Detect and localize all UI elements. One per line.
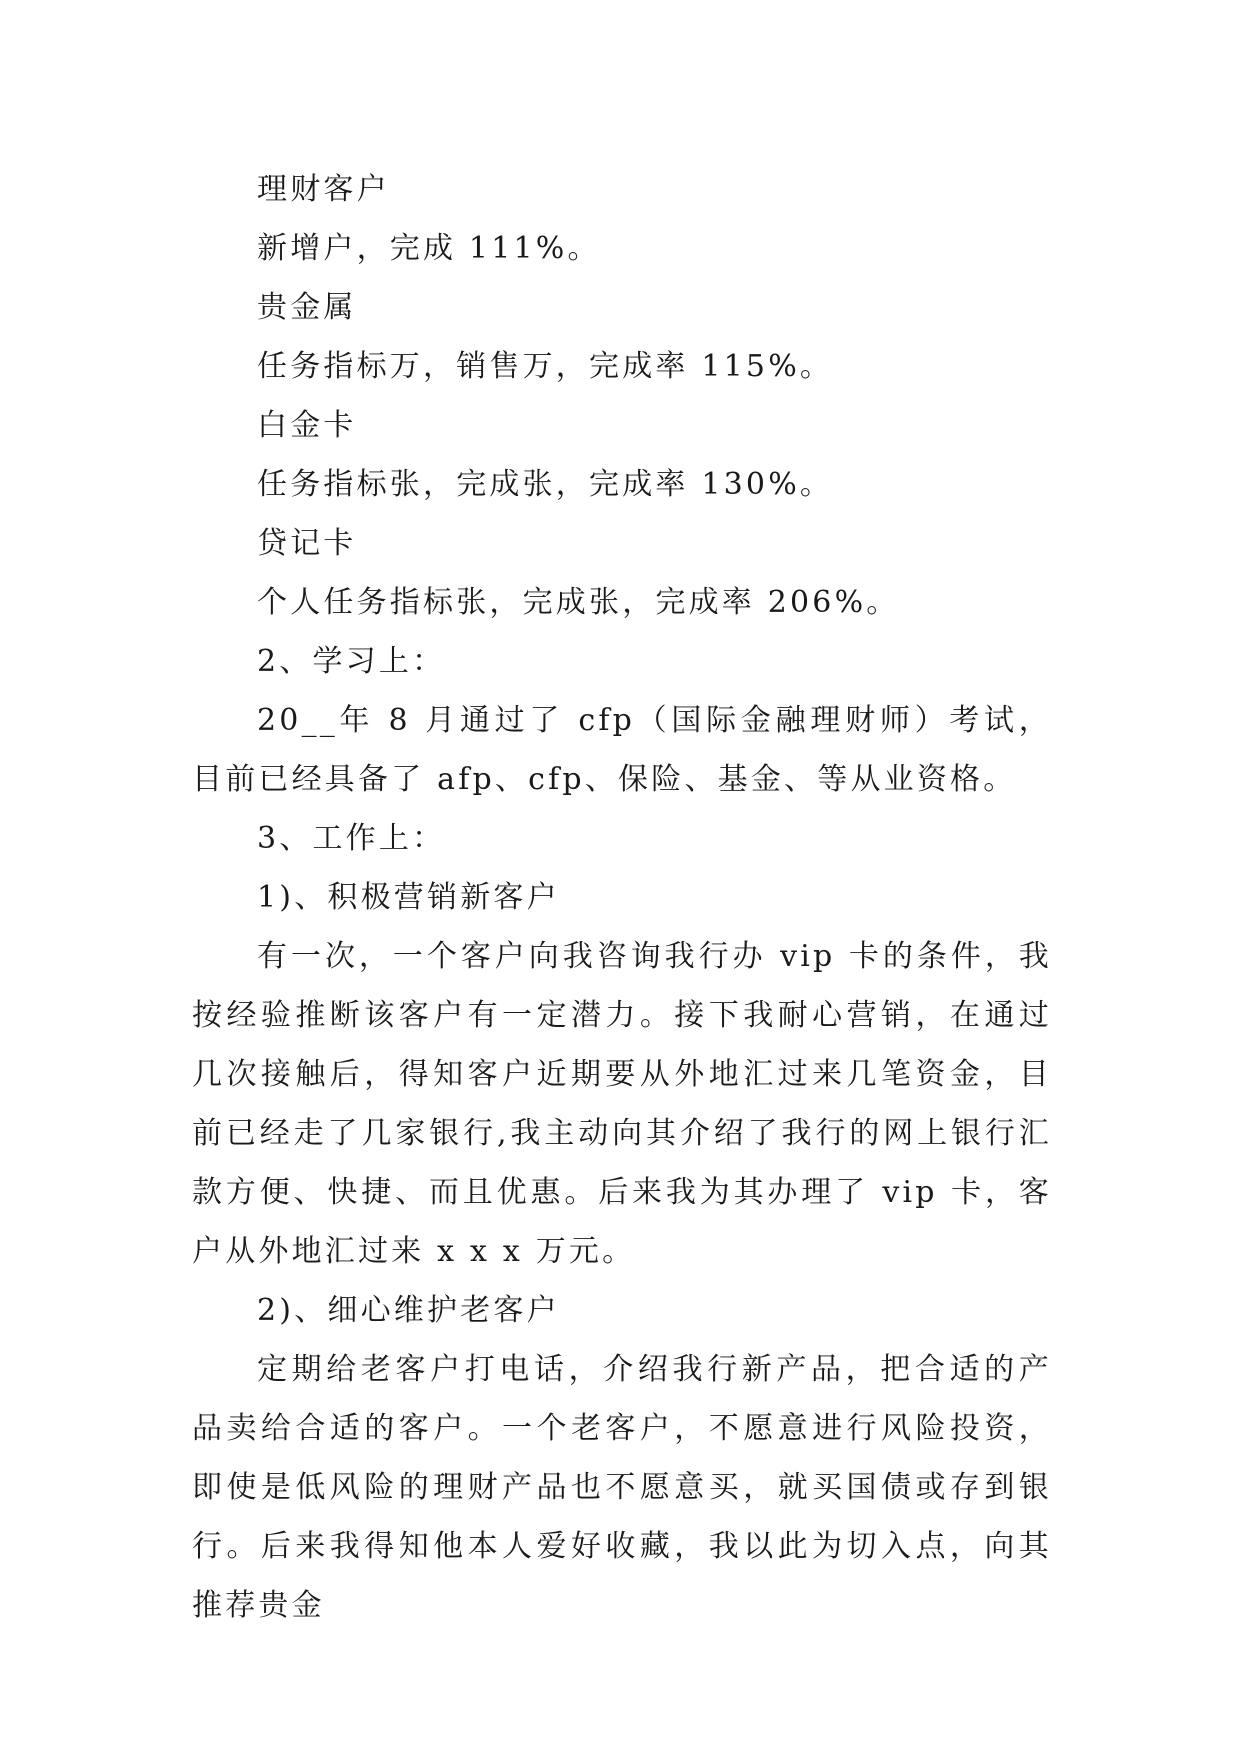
paragraph-wealth-customers-heading: 理财客户 <box>257 172 390 207</box>
paragraph-new-accounts: 新增户，完成 111%。 <box>257 231 601 266</box>
document-body <box>192 160 1052 1635</box>
paragraph-old-customers-content: 定期给老客户打电话，介绍我行新产品，把合适的产品卖给合适的客户。一个老客户，不愿意进行风险投资，即使是低风险的理财产品也不愿意买，就买国债或存到银行。后来我得知他本人爱好收藏，我以此为切入点，向其推荐贵金 <box>192 1352 1052 1623</box>
paragraph-credit-card-heading: 贷记卡 <box>257 526 357 561</box>
paragraph-precious-metals-heading: 贵金属 <box>257 290 357 325</box>
paragraph-platinum-card-stats: 任务指标张，完成张，完成率 130%。 <box>257 467 834 502</box>
paragraph-new-customers-content: 有一次，一个客户向我咨询我行办 vip 卡的条件，我按经验推断该客户有一定潜力。接下我耐心营销，在通过几次接触后，得知客户近期要从外地汇过来几笔资金，目前已经走了几家银行,我主动向其介绍了我行的网上银行汇款方便、快捷、而且优惠。后来我为其办理了 vip 卡，客户从外地汇过来 x x x 万元。 <box>192 939 1052 1269</box>
paragraph-work-heading: 3、工作上： <box>257 821 446 856</box>
paragraph-credit-card-stats: 个人任务指标张，完成张，完成率 206%。 <box>257 585 900 620</box>
paragraph-old-customers-heading: 2)、细心维护老客户 <box>257 1293 560 1328</box>
paragraph-study-heading: 2、学习上： <box>257 644 446 679</box>
paragraph-platinum-card-heading: 白金卡 <box>257 408 357 443</box>
paragraph-study-content: 20__年 8 月通过了 cfp（国际金融理财师）考试，目前已经具备了 afp、cfp、保险、基金、等从业资格。 <box>192 703 1052 797</box>
paragraph-new-customers-heading: 1)、积极营销新客户 <box>257 880 560 915</box>
paragraph-precious-metals-stats: 任务指标万，销售万，完成率 115%。 <box>257 349 834 384</box>
